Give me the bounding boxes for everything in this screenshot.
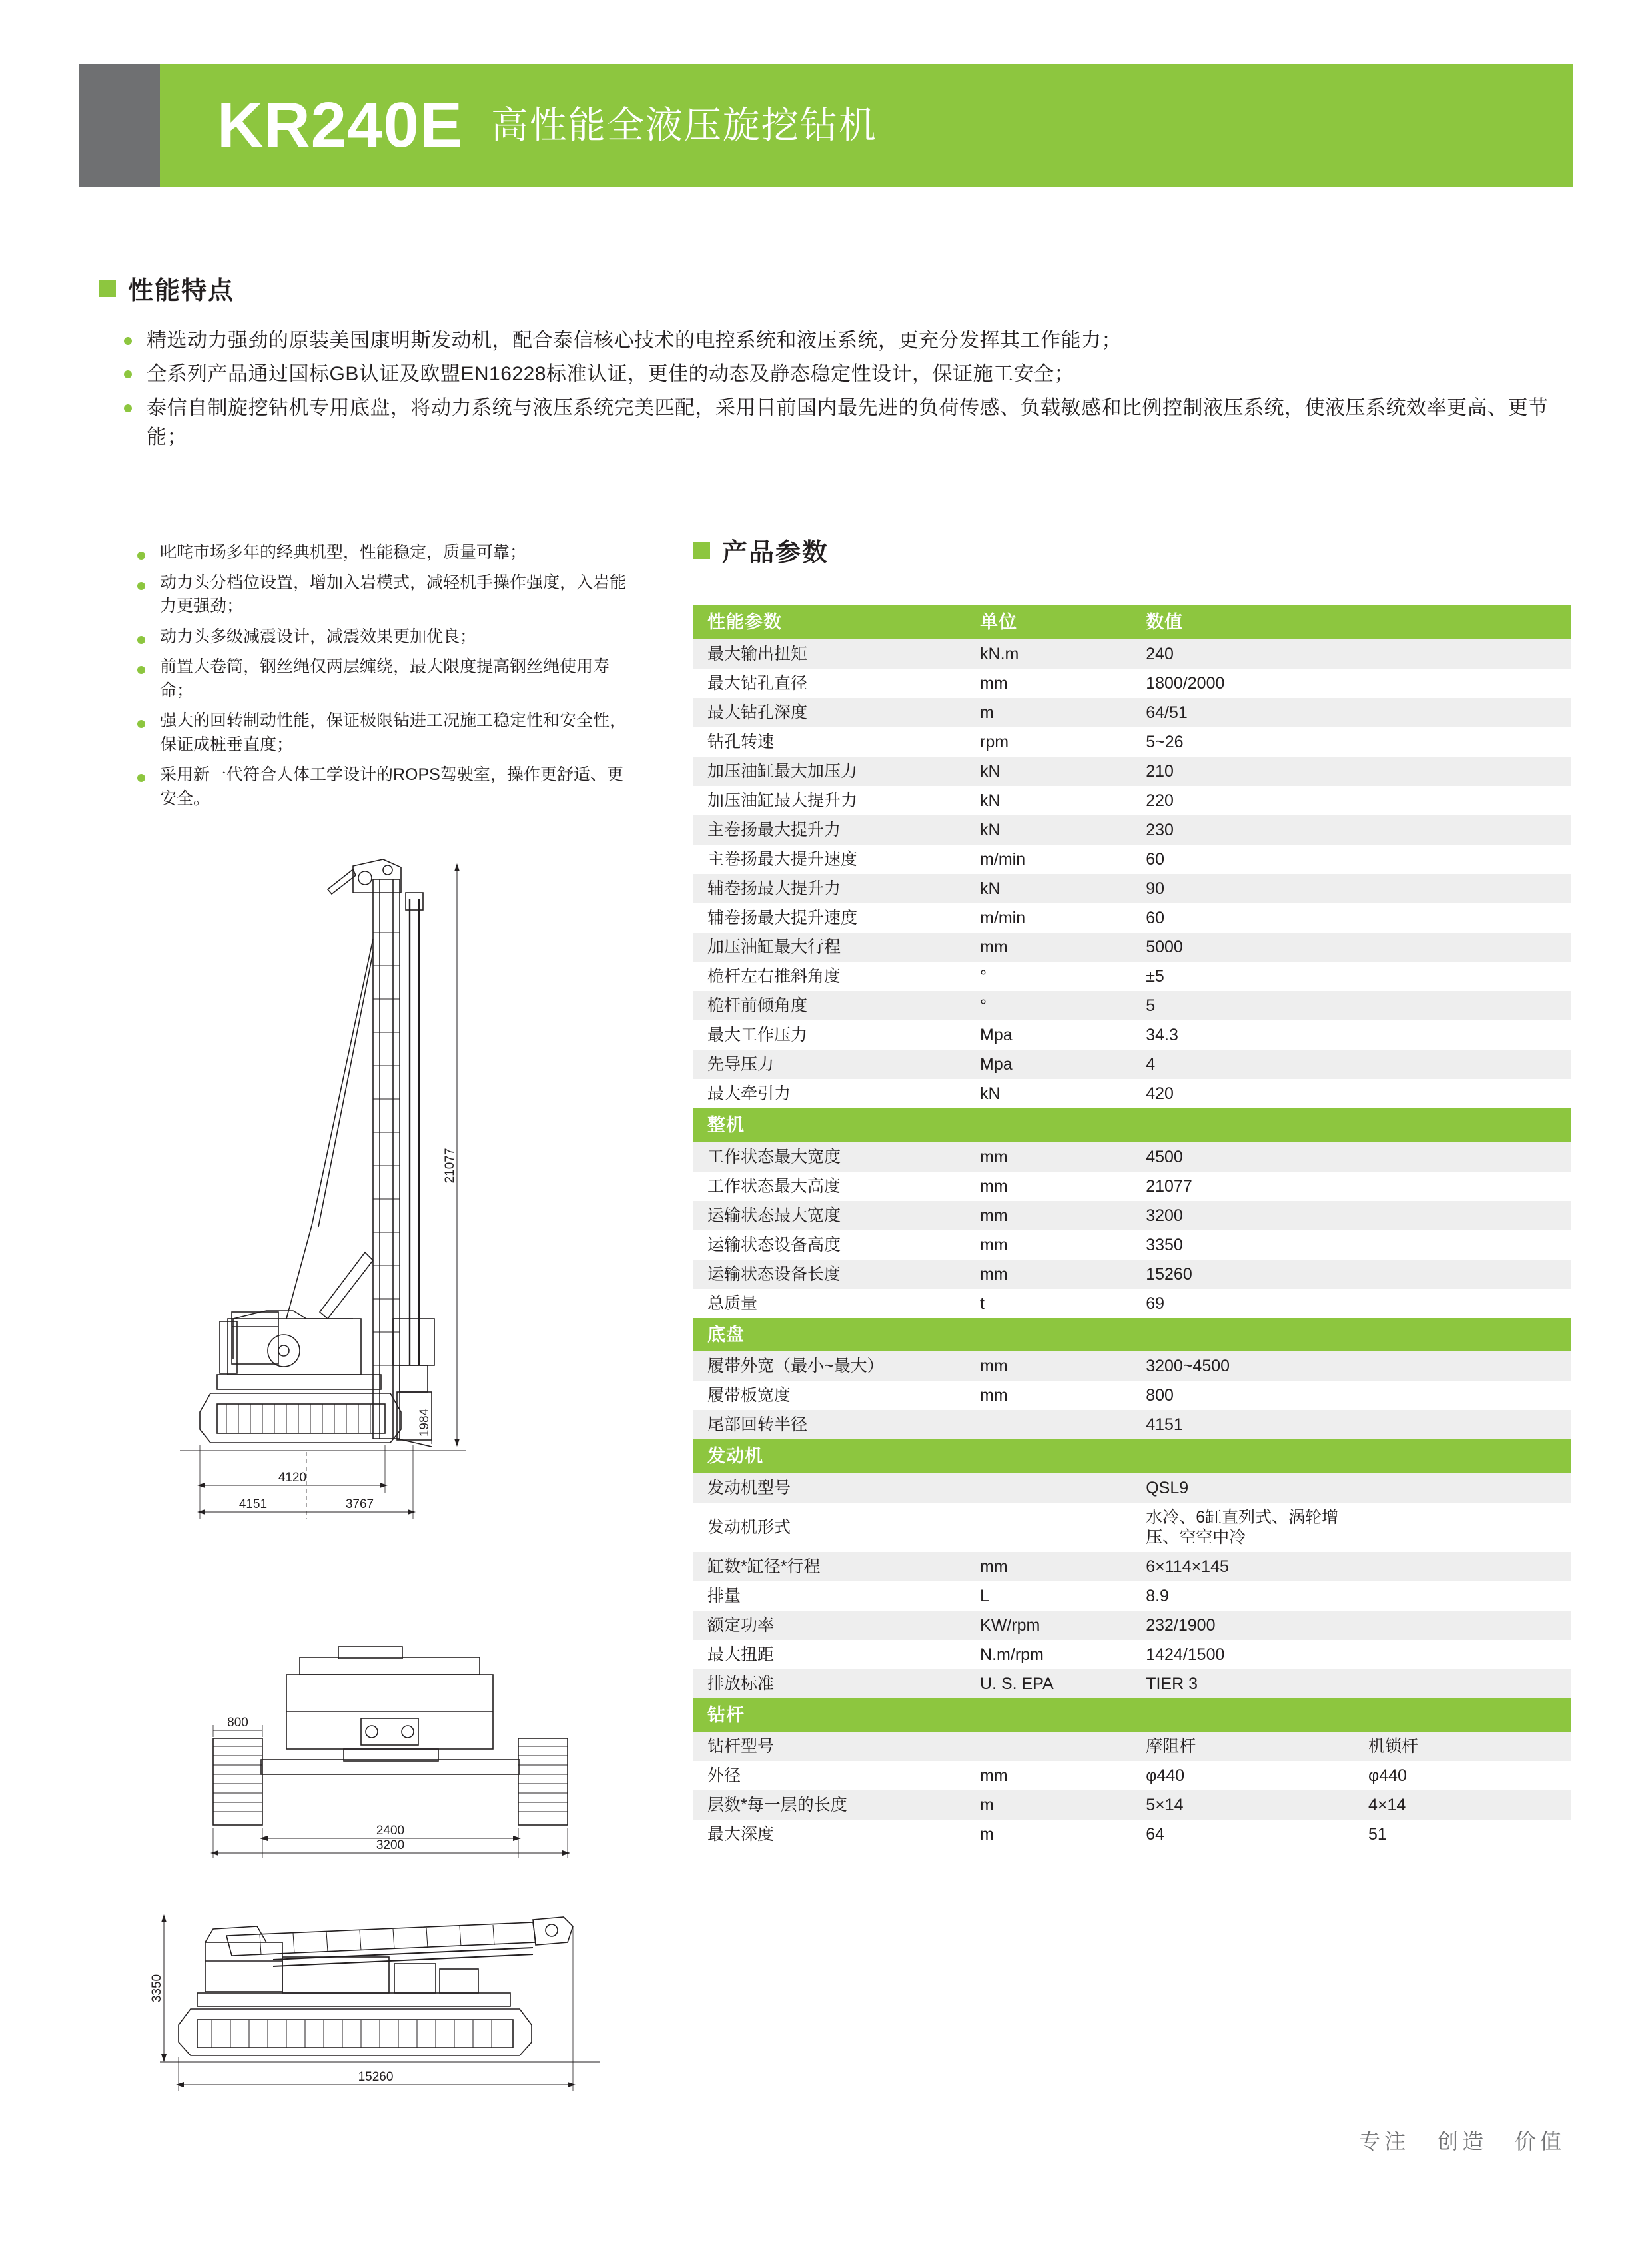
header-accent-block bbox=[79, 64, 160, 187]
table-cell: 排放标准 bbox=[693, 1669, 965, 1698]
table-cell: mm bbox=[965, 1142, 1131, 1172]
table-cell bbox=[1354, 1142, 1571, 1172]
table-cell: 额定功率 bbox=[693, 1611, 965, 1640]
table-cell: 3350 bbox=[1131, 1230, 1354, 1260]
table-row bbox=[693, 1351, 1571, 1381]
table-row bbox=[693, 815, 1571, 845]
table-cell: mm bbox=[965, 1381, 1131, 1410]
table-cell: 外径 bbox=[693, 1761, 965, 1790]
table-cell: 摩阻杆 bbox=[1131, 1732, 1354, 1761]
table-row bbox=[693, 698, 1571, 727]
list-item: 全系列产品通过国标GB认证及欧盟EN16228标准认证，更佳的动态及静态稳定性设计，保证施工安全； bbox=[117, 360, 1569, 389]
table-group-row bbox=[693, 1108, 1571, 1142]
table-cell: m/min bbox=[965, 903, 1131, 933]
feature-list-left bbox=[131, 541, 637, 817]
page-subtitle: 高性能全液压旋挖钻机 bbox=[490, 104, 877, 146]
list-item: 叱咤市场多年的经典机型，性能稳定，质量可靠； bbox=[131, 541, 637, 565]
table-header-cell: 数值 bbox=[1131, 605, 1354, 639]
table-cell bbox=[1354, 903, 1571, 933]
dim-label-outer: 3200 bbox=[376, 1838, 405, 1852]
table-cell bbox=[1354, 727, 1571, 757]
list-item: 动力头分档位设置，增加入岩模式，减轻机手操作强度，入岩能力更强劲； bbox=[131, 571, 637, 619]
table-cell: kN bbox=[965, 786, 1131, 815]
table-cell bbox=[1354, 1581, 1571, 1611]
dim-label-transport-length: 15260 bbox=[358, 2070, 394, 2084]
table-cell: U. S. EPA bbox=[965, 1669, 1131, 1698]
table-cell: 先导压力 bbox=[693, 1050, 965, 1079]
table-cell: 5~26 bbox=[1131, 727, 1354, 757]
dim-label-small-height: 1984 bbox=[418, 1408, 432, 1437]
table-cell: 3200~4500 bbox=[1131, 1351, 1354, 1381]
table-cell: 4500 bbox=[1131, 1142, 1354, 1172]
table-row bbox=[693, 845, 1571, 874]
table-cell: 800 bbox=[1131, 1381, 1354, 1410]
table-cell bbox=[1354, 845, 1571, 874]
table-cell: 工作状态最大高度 bbox=[693, 1172, 965, 1201]
table-row bbox=[693, 1230, 1571, 1260]
table-cell: 230 bbox=[1131, 815, 1354, 845]
table-cell bbox=[965, 1473, 1131, 1503]
table-group-row bbox=[693, 1439, 1571, 1473]
table-cell: 主卷扬最大提升速度 bbox=[693, 845, 965, 874]
table-cell: 最大钻孔直径 bbox=[693, 669, 965, 698]
table-cell: ° bbox=[965, 991, 1131, 1020]
table-row bbox=[693, 1552, 1571, 1581]
table-cell: 6×114×145 bbox=[1131, 1552, 1354, 1581]
table-cell: mm bbox=[965, 1351, 1131, 1381]
table-cell: 90 bbox=[1131, 874, 1354, 903]
table-row bbox=[693, 1503, 1571, 1552]
table-cell: ° bbox=[965, 962, 1131, 991]
table-cell: 60 bbox=[1131, 845, 1354, 874]
table-cell: mm bbox=[965, 933, 1131, 962]
table-cell bbox=[1354, 1381, 1571, 1410]
list-item: 强大的回转制动性能，保证极限钻进工况施工稳定性和安全性，保证成桩垂直度； bbox=[131, 709, 637, 757]
table-group-label: 底盘 bbox=[693, 1318, 1571, 1351]
table-group-row bbox=[693, 1698, 1571, 1732]
section-title-params: 产品参数 bbox=[722, 539, 829, 567]
table-header-cell: 性能参数 bbox=[693, 605, 965, 639]
dim-label-c: 3767 bbox=[345, 1497, 374, 1511]
table-cell bbox=[1354, 1201, 1571, 1230]
table-cell: mm bbox=[965, 1761, 1131, 1790]
table-cell: 最大牵引力 bbox=[693, 1079, 965, 1108]
table-cell: 最大输出扭矩 bbox=[693, 639, 965, 669]
table-cell: 运输状态最大宽度 bbox=[693, 1201, 965, 1230]
table-cell bbox=[1354, 962, 1571, 991]
slogan-word-1: 专注 bbox=[1359, 2129, 1410, 2153]
table-cell: 1800/2000 bbox=[1131, 669, 1354, 698]
table-row bbox=[693, 1289, 1571, 1318]
spec-table bbox=[693, 605, 1571, 1849]
table-cell bbox=[1354, 1020, 1571, 1050]
drawing-transport-view bbox=[133, 1878, 639, 2101]
table-cell: m bbox=[965, 1820, 1131, 1849]
table-cell: 履带板宽度 bbox=[693, 1381, 965, 1410]
table-cell: mm bbox=[965, 1552, 1131, 1581]
table-cell: 220 bbox=[1131, 786, 1354, 815]
table-row bbox=[693, 1790, 1571, 1820]
table-row bbox=[693, 1172, 1571, 1201]
table-group-label: 发动机 bbox=[693, 1439, 1571, 1473]
table-cell: 51 bbox=[1354, 1820, 1571, 1849]
table-row bbox=[693, 1761, 1571, 1790]
table-row bbox=[693, 1079, 1571, 1108]
table-cell: 8.9 bbox=[1131, 1581, 1354, 1611]
table-cell: rpm bbox=[965, 727, 1131, 757]
table-row bbox=[693, 874, 1571, 903]
table-cell: 3200 bbox=[1131, 1201, 1354, 1230]
table-row bbox=[693, 1020, 1571, 1050]
table-row bbox=[693, 1473, 1571, 1503]
table-cell: 排量 bbox=[693, 1581, 965, 1611]
list-item: 泰信自制旋挖钻机专用底盘，将动力系统与液压系统完美匹配，采用目前国内最先进的负荷传感、负载敏感和比例控制液压系统，使液压系统效率更高、更节能； bbox=[117, 394, 1569, 453]
table-cell: φ440 bbox=[1354, 1761, 1571, 1790]
table-cell bbox=[1354, 1611, 1571, 1640]
page-title: KR240E bbox=[217, 89, 463, 161]
table-cell: mm bbox=[965, 1230, 1131, 1260]
table-group-label: 钻杆 bbox=[693, 1698, 1571, 1732]
table-cell: 210 bbox=[1131, 757, 1354, 786]
feature-list-top bbox=[117, 326, 1569, 457]
table-cell bbox=[965, 1732, 1131, 1761]
table-cell: L bbox=[965, 1581, 1131, 1611]
footer-slogan bbox=[1342, 2125, 1565, 2155]
table-cell: 420 bbox=[1131, 1079, 1354, 1108]
table-cell: 加压油缸最大行程 bbox=[693, 933, 965, 962]
list-item: 精选动力强劲的原装美国康明斯发动机，配合泰信核心技术的电控系统和液压系统，更充分发挥其工作能力； bbox=[117, 326, 1569, 356]
dim-label-height: 21077 bbox=[443, 1148, 457, 1184]
table-row bbox=[693, 1142, 1571, 1172]
table-cell: N.m/rpm bbox=[965, 1640, 1131, 1669]
table-cell bbox=[1354, 815, 1571, 845]
list-item: 前置大卷筒，钢丝绳仅两层缠绕，最大限度提高钢丝绳使用寿命； bbox=[131, 655, 637, 703]
table-cell: kN bbox=[965, 1079, 1131, 1108]
table-cell: t bbox=[965, 1289, 1131, 1318]
table-cell: kN bbox=[965, 757, 1131, 786]
table-cell bbox=[1354, 669, 1571, 698]
table-row bbox=[693, 1669, 1571, 1698]
bullet-square-icon bbox=[693, 542, 710, 559]
table-cell bbox=[1354, 1503, 1571, 1552]
table-cell: mm bbox=[965, 1172, 1131, 1201]
table-cell: 15260 bbox=[1131, 1260, 1354, 1289]
table-cell: 水冷、6缸直列式、涡轮增压、空空中冷 bbox=[1131, 1503, 1354, 1552]
table-cell: ±5 bbox=[1131, 962, 1354, 991]
table-cell bbox=[1354, 1410, 1571, 1439]
table-cell: kN bbox=[965, 815, 1131, 845]
table-cell: 尾部回转半径 bbox=[693, 1410, 965, 1439]
table-cell: mm bbox=[965, 1201, 1131, 1230]
table-header-cell: 单位 bbox=[965, 605, 1131, 639]
section-heading-params bbox=[693, 532, 829, 568]
table-cell: 240 bbox=[1131, 639, 1354, 669]
table-cell: kN.m bbox=[965, 639, 1131, 669]
table-cell: 桅杆左右推斜角度 bbox=[693, 962, 965, 991]
table-row bbox=[693, 757, 1571, 786]
table-cell bbox=[1354, 639, 1571, 669]
table-row bbox=[693, 1732, 1571, 1761]
table-cell: 辅卷扬最大提升力 bbox=[693, 874, 965, 903]
dim-label-inner: 2400 bbox=[376, 1824, 405, 1838]
table-cell: 5000 bbox=[1131, 933, 1354, 962]
table-cell: 5 bbox=[1131, 991, 1354, 1020]
table-cell bbox=[1354, 757, 1571, 786]
table-row bbox=[693, 786, 1571, 815]
table-row bbox=[693, 669, 1571, 698]
table-group-label: 整机 bbox=[693, 1108, 1571, 1142]
table-cell: 层数*每一层的长度 bbox=[693, 1790, 965, 1820]
table-cell: 最大钻孔深度 bbox=[693, 698, 965, 727]
table-cell: 最大深度 bbox=[693, 1820, 965, 1849]
table-cell bbox=[1354, 1260, 1571, 1289]
table-cell bbox=[1354, 1473, 1571, 1503]
drawing-side-view bbox=[153, 853, 646, 1562]
table-cell: 机锁杆 bbox=[1354, 1732, 1571, 1761]
table-cell: 缸数*缸径*行程 bbox=[693, 1552, 965, 1581]
table-row bbox=[693, 1260, 1571, 1289]
table-cell bbox=[1354, 1669, 1571, 1698]
table-row bbox=[693, 1611, 1571, 1640]
table-cell: 发动机型号 bbox=[693, 1473, 965, 1503]
table-cell bbox=[1354, 991, 1571, 1020]
table-group-row bbox=[693, 1318, 1571, 1351]
table-cell bbox=[1354, 698, 1571, 727]
table-cell: 运输状态设备长度 bbox=[693, 1260, 965, 1289]
table-cell: Mpa bbox=[965, 1050, 1131, 1079]
table-row bbox=[693, 1410, 1571, 1439]
table-cell: 最大扭距 bbox=[693, 1640, 965, 1669]
table-cell: 64 bbox=[1131, 1820, 1354, 1849]
table-cell: TIER 3 bbox=[1131, 1669, 1354, 1698]
table-cell: 加压油缸最大加压力 bbox=[693, 757, 965, 786]
table-row bbox=[693, 1640, 1571, 1669]
table-cell: KW/rpm bbox=[965, 1611, 1131, 1640]
table-cell: 辅卷扬最大提升速度 bbox=[693, 903, 965, 933]
table-header-cell bbox=[1354, 605, 1571, 639]
table-cell: 运输状态设备高度 bbox=[693, 1230, 965, 1260]
table-row bbox=[693, 1381, 1571, 1410]
table-cell bbox=[1354, 1640, 1571, 1669]
bullet-square-icon bbox=[99, 280, 116, 297]
table-cell: 34.3 bbox=[1131, 1020, 1354, 1050]
table-cell: mm bbox=[965, 669, 1131, 698]
table-cell: 工作状态最大宽度 bbox=[693, 1142, 965, 1172]
table-row bbox=[693, 991, 1571, 1020]
table-cell: 钻杆型号 bbox=[693, 1732, 965, 1761]
table-cell: 60 bbox=[1131, 903, 1354, 933]
table-cell: 232/1900 bbox=[1131, 1611, 1354, 1640]
table-cell bbox=[1354, 1552, 1571, 1581]
table-row bbox=[693, 727, 1571, 757]
table-cell: 5×14 bbox=[1131, 1790, 1354, 1820]
table-cell: m/min bbox=[965, 845, 1131, 874]
dim-label-b: 4151 bbox=[238, 1497, 268, 1511]
table-cell: 主卷扬最大提升力 bbox=[693, 815, 965, 845]
table-cell: m bbox=[965, 1790, 1131, 1820]
table-cell: 最大工作压力 bbox=[693, 1020, 965, 1050]
table-cell: 64/51 bbox=[1131, 698, 1354, 727]
table-cell: φ440 bbox=[1131, 1761, 1354, 1790]
table-cell: Mpa bbox=[965, 1020, 1131, 1050]
table-cell: 加压油缸最大提升力 bbox=[693, 786, 965, 815]
table-cell bbox=[1354, 1050, 1571, 1079]
table-cell bbox=[1354, 1230, 1571, 1260]
drawing-front-view bbox=[187, 1639, 600, 1868]
table-cell bbox=[1354, 1289, 1571, 1318]
table-row bbox=[693, 1201, 1571, 1230]
table-cell: 发动机形式 bbox=[693, 1503, 965, 1552]
page-header bbox=[79, 64, 1573, 187]
table-cell: kN bbox=[965, 874, 1131, 903]
table-cell: 桅杆前倾角度 bbox=[693, 991, 965, 1020]
table-row bbox=[693, 962, 1571, 991]
table-row bbox=[693, 1820, 1571, 1849]
dim-label-a: 4120 bbox=[278, 1471, 307, 1485]
table-header-row bbox=[693, 605, 1571, 639]
dim-label-transport-height: 3350 bbox=[150, 1974, 164, 2003]
table-cell: 履带外宽（最小~最大） bbox=[693, 1351, 965, 1381]
slogan-word-3: 价值 bbox=[1514, 2129, 1565, 2153]
table-cell: 总质量 bbox=[693, 1289, 965, 1318]
table-row bbox=[693, 933, 1571, 962]
table-cell: mm bbox=[965, 1260, 1131, 1289]
table-cell: 1424/1500 bbox=[1131, 1640, 1354, 1669]
table-cell bbox=[965, 1410, 1131, 1439]
table-cell: 4 bbox=[1131, 1050, 1354, 1079]
table-cell: 21077 bbox=[1131, 1172, 1354, 1201]
table-row bbox=[693, 903, 1571, 933]
table-cell bbox=[1354, 786, 1571, 815]
table-row bbox=[693, 639, 1571, 669]
table-cell bbox=[1354, 1079, 1571, 1108]
table-row bbox=[693, 1581, 1571, 1611]
table-cell bbox=[1354, 933, 1571, 962]
table-cell bbox=[1354, 1351, 1571, 1381]
table-cell bbox=[965, 1503, 1131, 1552]
list-item: 动力头多级减震设计，减震效果更加优良； bbox=[131, 625, 637, 649]
section-title-features: 性能特点 bbox=[128, 277, 235, 305]
table-cell: 4×14 bbox=[1354, 1790, 1571, 1820]
list-item: 采用新一代符合人体工学设计的ROPS驾驶室，操作更舒适、更安全。 bbox=[131, 763, 637, 811]
table-cell bbox=[1354, 1172, 1571, 1201]
section-heading-features bbox=[99, 270, 234, 306]
table-cell: 4151 bbox=[1131, 1410, 1354, 1439]
slogan-word-2: 创造 bbox=[1437, 2129, 1488, 2153]
table-cell: m bbox=[965, 698, 1131, 727]
dim-label-left: 800 bbox=[227, 1716, 248, 1730]
table-cell bbox=[1354, 874, 1571, 903]
table-cell: 69 bbox=[1131, 1289, 1354, 1318]
table-row bbox=[693, 1050, 1571, 1079]
table-cell: QSL9 bbox=[1131, 1473, 1354, 1503]
table-cell: 钻孔转速 bbox=[693, 727, 965, 757]
header-title-band bbox=[160, 64, 1573, 187]
